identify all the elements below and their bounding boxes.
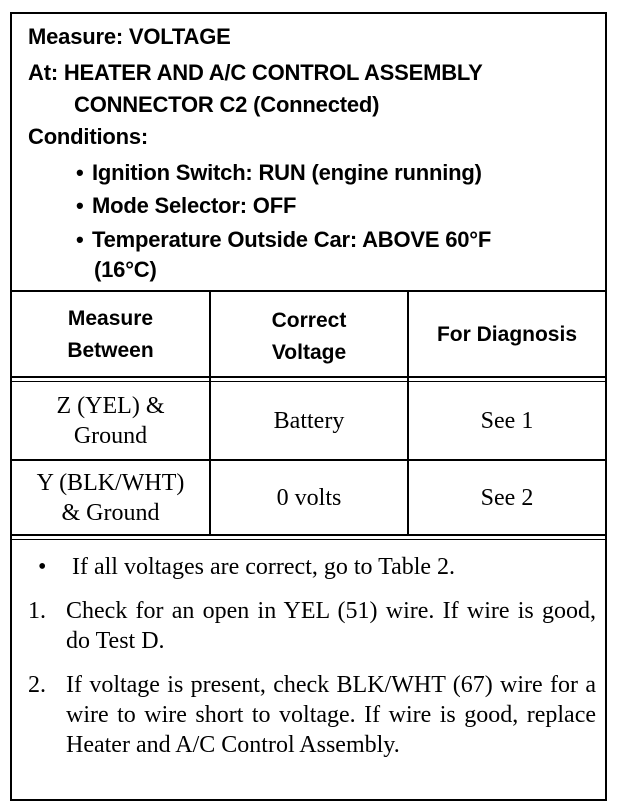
- condition-text: Temperature Outside Car: ABOVE 60°F: [92, 227, 492, 252]
- cell-text: Battery: [273, 408, 345, 434]
- table-cell-measure-between: [12, 461, 209, 534]
- cell-text: 0 volts: [276, 484, 342, 511]
- table-cell-diagnosis: [409, 383, 605, 459]
- column-header-for-diagnosis: [409, 294, 605, 376]
- table-bottom-rule-double: [12, 539, 605, 540]
- column-header-text: Voltage: [271, 341, 347, 364]
- cell-text: Ground: [73, 423, 148, 449]
- at-location-line2: CONNECTOR C2 (Connected): [74, 92, 380, 117]
- bullet-icon: •: [76, 227, 84, 252]
- column-header-text: Correct: [271, 309, 347, 332]
- table-cell-correct-voltage: [211, 383, 407, 459]
- column-header-correct-voltage: [211, 296, 407, 378]
- condition-item: [76, 193, 296, 219]
- condition-item: [76, 227, 491, 253]
- header-divider: [12, 290, 605, 292]
- column-header-text: Between: [67, 339, 154, 362]
- cell-text: & Ground: [61, 499, 160, 526]
- note-text: Check for an open in YEL (51) wire. If wire is good, do Test D.: [66, 598, 596, 654]
- note-text: If voltage is present, check BLK/WHT (67) wire for a wire to wire short to voltage. If wire is good, replace Heater and A/C Control Assembly.: [66, 672, 596, 758]
- conditions-label: Conditions:: [28, 124, 148, 149]
- test-header: [12, 14, 605, 289]
- note-number: 1.: [28, 598, 46, 624]
- measure-title: Measure: VOLTAGE: [28, 24, 231, 49]
- table-cell-correct-voltage: [211, 461, 407, 534]
- table-bottom-rule: [12, 534, 605, 536]
- column-header-text: For Diagnosis: [436, 323, 578, 346]
- at-location-line1: At: HEATER AND A/C CONTROL ASSEMBLY: [28, 60, 483, 85]
- cell-text: See 2: [480, 484, 534, 511]
- bullet-icon: •: [76, 193, 84, 218]
- column-header-measure-between: [12, 294, 209, 376]
- condition-text: Ignition Switch: RUN (engine running): [92, 160, 482, 185]
- cell-text: Z (YEL) &: [56, 393, 165, 419]
- condition-text: Mode Selector: OFF: [92, 193, 297, 218]
- test-table-frame: [10, 12, 607, 801]
- condition-item: [76, 160, 482, 186]
- bullet-icon: •: [76, 160, 84, 185]
- column-header-text: Measure: [67, 307, 154, 330]
- bullet-icon: •: [38, 554, 47, 580]
- note-text: If all voltages are correct, go to Table 2.: [72, 554, 456, 580]
- cell-text: Y (BLK/WHT): [36, 469, 185, 496]
- condition-text-continued: (16°C): [94, 257, 157, 282]
- note-number: 2.: [28, 672, 46, 698]
- table-cell-measure-between: [12, 383, 209, 459]
- cell-text: See 1: [480, 408, 534, 434]
- table-header-rule-double: [12, 381, 605, 382]
- table-cell-diagnosis: [409, 461, 605, 534]
